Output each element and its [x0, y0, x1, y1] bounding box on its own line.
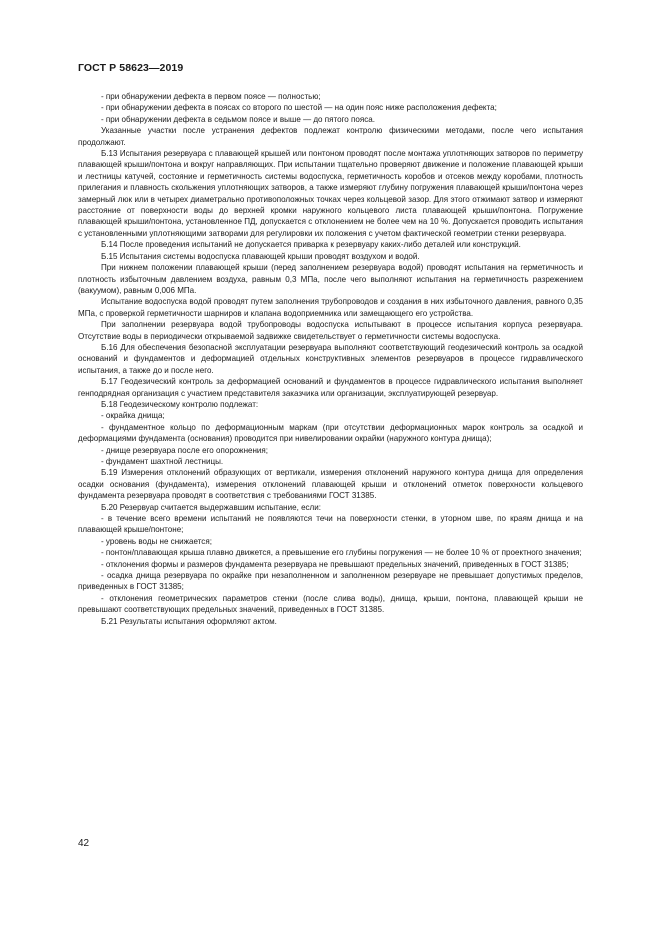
list-item: - при обнаружении дефекта в седьмом поясе и выше — до пятого пояса. [101, 114, 375, 124]
list-item: - понтон/плавающая крыша плавно движется, а превышение его глубины погружения — не более 10 % от проектного значения; [101, 548, 582, 558]
list-item: - днище резервуара после его опорожнения; [101, 445, 269, 455]
paragraph: Испытание водоспуска водой проводят путем заполнения трубопроводов и создания в них избыточного давления, равного 0,35 МПа, с проверкой герметичности шарниров и клапана водоприемника или замещающего его устройства. [78, 297, 583, 318]
section-b19: Б.19 Измерения отклонений образующих от вертикали, измерения отклонений наружного контура днища для определения осадки основания (фундамента), измерения отклонений плавающей крыши и отклонений отметок поверхности кольцевого фундамента резервуара проводят в соответствия с требованиями ГОСТ 31385. [78, 468, 583, 501]
page-number: 42 [78, 838, 90, 849]
section-b20: Б.20 Резервуар считается выдержавшим испытание, если: [101, 502, 321, 512]
section-b14: Б.14 После проведения испытаний не допускается приварка к резервуару каких-либо деталей или конструкций. [101, 240, 521, 250]
paragraph: При заполнении резервуара водой трубопроводы водоспуска испытывают в процессе испытания корпуса резервуара. Отсутствие воды в периодически открываемой задвижке свидетельствует о герметичности системы водоспуска. [78, 320, 583, 341]
list-item: - отклонения геометрических параметров стенки (после слива воды), днища, крыши, понтона, плавающей крыши не превышают соответствующих предельных значений, приведенных в ГОСТ 31385. [78, 593, 583, 615]
section-b21: Б.21 Результаты испытания оформляют актом. [101, 616, 277, 626]
list-item: - при обнаружении дефекта в поясах со второго по шестой — на один пояс ниже расположения дефекта; [101, 103, 497, 113]
document-header: ГОСТ Р 58623—2019 [78, 62, 184, 74]
list-item: - в течение всего времени испытаний не появляются течи на поверхности стенки, в уторном шве, по краям днища и на плавающей крыше/понтоне; [78, 514, 583, 535]
list-item: - при обнаружении дефекта в первом поясе — полностью; [101, 92, 321, 101]
section-b13: Б.13 Испытания резервуара с плавающей крышей или понтоном проводят после монтажа уплотняющих затворов по периметру плавающей крыши/понтона и вокруг направляющих. При испытании тщательно проверяют движение и положение плавающей крыши и лестницы катучей, состояние и герметичность системы водоспуска, герметичность коробов и отсеков между коробами, плотность прилегания и плавность скольжения уплотняющих затворов, а также измеряют глубину погружения плавающей крыши/понтона через замерный люк или в четырех диаметрально противоположных точках через кольцевой зазор. Для этого отжимают затвор и измеряют расстояние от поверхности воды до верхней кромки наружного кольцевого листа плавающей крыши/понтона. Погружение плавающей крыши/понтона, установленное ПД, допускается с отклонением не более чем на 10 %. Допускается проводить испытания с установленными уплотняющими затворами для регулировки их положения с учетом фактической геометрии стенки резервуара. [78, 149, 583, 238]
paragraph: Указанные участки после устранения дефектов подлежат контролю физическими методами, после чего испытания продолжают. [78, 126, 583, 147]
section-b16: Б.16 Для обеспечения безопасной эксплуатации резервуара выполняют соответствующий геодезический контроль за осадкой оснований и фундаментов и деформацией отдельных конструктивных элементов резервуаров в процессе гидравлического испытания, а также до и после него. [78, 342, 583, 375]
list-item: - осадка днища резервуара по окрайке при незаполненном и заполненном резервуаре не превышает допустимых пределов, приведенных в ГОСТ 31385; [78, 571, 583, 592]
section-b18: Б.18 Геодезическому контролю подлежат: [101, 399, 259, 409]
list-item: - уровень воды не снижается; [101, 536, 212, 546]
list-item: - фундамент шахтной лестницы. [101, 457, 224, 466]
section-b17: Б.17 Геодезический контроль за деформацией оснований и фундаментов в процессе гидравлического испытания выполняет генподрядная организация с участием представителя заказчика или организации, эксплуатирующей резервуар. [78, 377, 583, 398]
section-b15: Б.15 Испытания системы водоспуска плавающей крыши проводят воздухом и водой. [101, 251, 420, 261]
list-item: - фундаментное кольцо по деформационным маркам (при отсутствии деформационных марок контроль за осадкой и деформациями фундамента (основания) проводится при нивелировании окрайки (наружного контура днища); [78, 422, 583, 444]
list-item: - отклонения формы и размеров фундамента резервуара не превышают предельных значений, приведенных в ГОСТ 31385; [101, 559, 569, 569]
list-item: - окрайка днища; [101, 411, 165, 421]
paragraph: При нижнем положении плавающей крыши (перед заполнением резервуара водой) проводят испытания на герметичность и плотность избыточным давлением воздуха, равным 0,3 МПа, после чего выполняют испытания на герметичность разрежением (вакуумом), равным 0,006 МПа. [78, 263, 583, 295]
document-body [78, 91, 583, 627]
